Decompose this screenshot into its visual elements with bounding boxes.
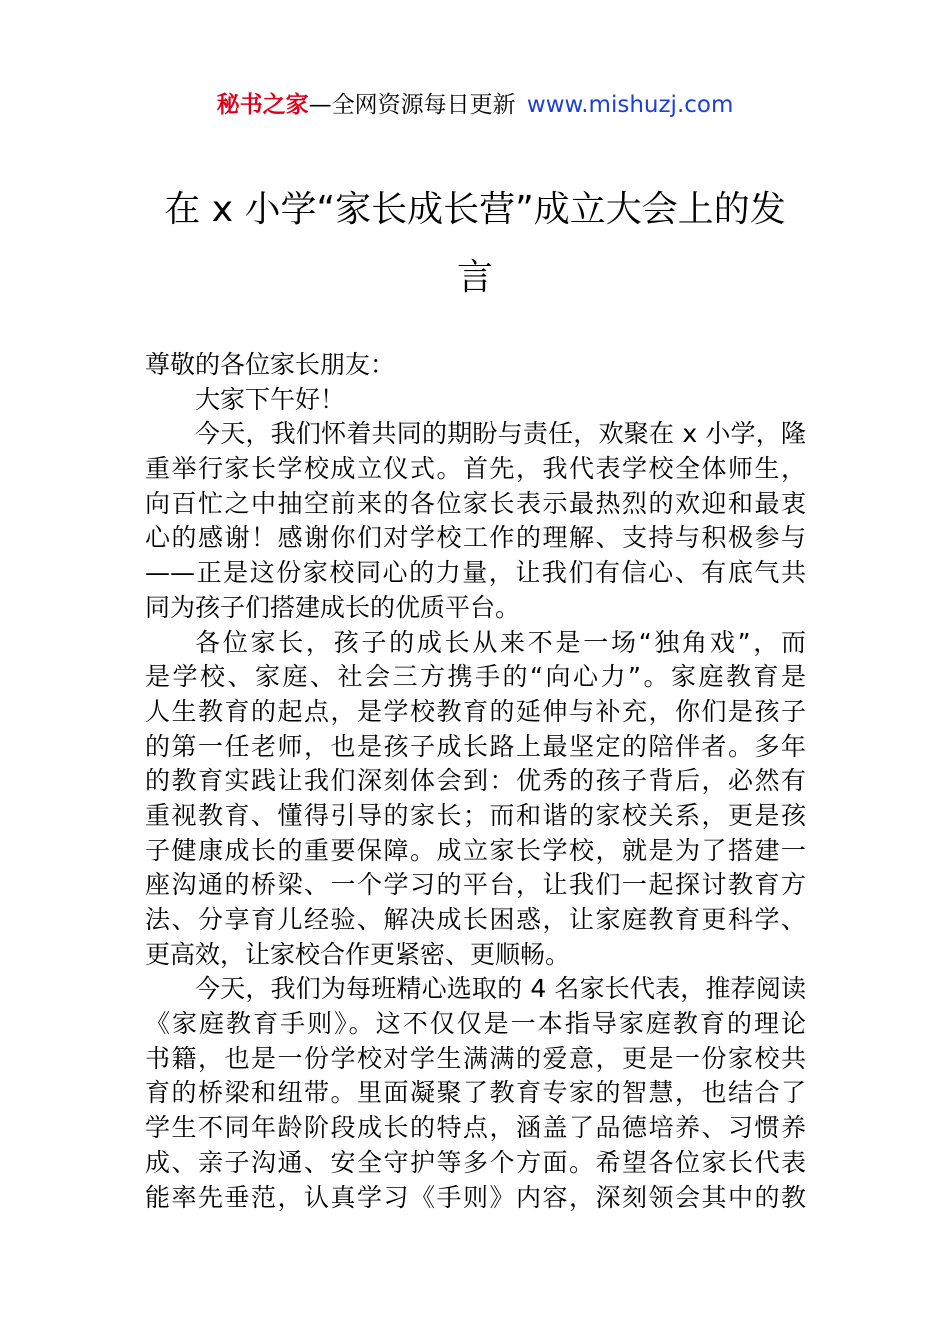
paragraph bbox=[145, 626, 806, 973]
paragraph-line: 人生教育的起点，是学校教育的延伸与补充，你们是孩子 bbox=[145, 696, 806, 726]
paragraph-line: 的第一任老师，也是孩子成长路上最坚定的陪伴者。多年 bbox=[145, 731, 806, 761]
paragraph-line: 更高效，让家校合作更紧密、更顺畅。 bbox=[145, 939, 571, 969]
paragraph-line: 今天，我们怀着共同的期盼与责任，欢聚在 x 小学，隆 bbox=[195, 419, 806, 449]
paragraph-line: 书籍，也是一份学校对学生满满的爱意，更是一份家校共 bbox=[145, 1043, 806, 1073]
paragraph bbox=[145, 972, 806, 1215]
site-header bbox=[0, 88, 950, 122]
site-brand: 秘书之家 bbox=[216, 92, 309, 118]
paragraph-line: 座沟通的桥梁、一个学习的平台，让我们一起探讨教育方 bbox=[145, 870, 806, 900]
document-body bbox=[145, 348, 806, 1215]
paragraph-line: 能率先垂范，认真学习《手则》内容，深刻领会其中的教 bbox=[145, 1182, 806, 1212]
title-line: 在 x 小学“家长成长营”成立大会上的发 bbox=[164, 189, 786, 230]
paragraph-line: 法、分享育儿经验、解决成长困惑，让家庭教育更科学、 bbox=[145, 905, 806, 934]
paragraph-line: 向百忙之中抽空前来的各位家长表示最热烈的欢迎和最衷 bbox=[145, 488, 806, 518]
title-line: 言 bbox=[456, 257, 493, 298]
paragraph-line: 各位家长，孩子的成长从来不是一场“独角戏”，而 bbox=[195, 627, 806, 657]
paragraph-line: 子健康成长的重要保障。成立家长学校，就是为了搭建一 bbox=[145, 835, 806, 865]
paragraph-line: 育的桥梁和纽带。里面凝聚了教育专家的智慧，也结合了 bbox=[145, 1078, 806, 1108]
paragraph-line: 今天，我们为每班精心选取的 4 名家长代表，推荐阅读 bbox=[195, 974, 806, 1004]
paragraph-line: 《家庭教育手则》。这不仅仅是一本指导家庭教育的理论 bbox=[145, 1009, 806, 1039]
greeting: 大家下午好！ bbox=[195, 384, 346, 414]
salutation: 尊敬的各位家长朋友： bbox=[145, 350, 396, 379]
site-url-link[interactable]: www.mishuzj.com bbox=[526, 92, 734, 118]
paragraph-line: ——正是这份家校同心的力量，让我们有信心、有底气共 bbox=[145, 558, 806, 588]
paragraph-line: 成、亲子沟通、安全守护等多个方面。希望各位家长代表 bbox=[145, 1147, 806, 1177]
paragraph-line: 的教育实践让我们深刻体会到：优秀的孩子背后，必然有 bbox=[145, 766, 806, 796]
site-slogan: —全网资源每日更新 bbox=[308, 92, 516, 118]
paragraph-line: 心的感谢！感谢你们对学校工作的理解、支持与积极参与 bbox=[145, 523, 806, 553]
paragraph-line: 同为孩子们搭建成长的优质平台。 bbox=[145, 592, 521, 622]
paragraph-line: 学生不同年龄阶段成长的特点，涵盖了品德培养、习惯养 bbox=[145, 1113, 806, 1143]
paragraph-line: 重视教育、懂得引导的家长；而和谐的家校关系，更是孩 bbox=[145, 800, 806, 830]
paragraph-line: 是学校、家庭、社会三方携手的“向心力”。家庭教育是 bbox=[145, 662, 806, 692]
document-title bbox=[60, 176, 890, 312]
paragraph-line: 重举行家长学校成立仪式。首先，我代表学校全体师生， bbox=[145, 454, 806, 484]
paragraph bbox=[145, 417, 806, 625]
